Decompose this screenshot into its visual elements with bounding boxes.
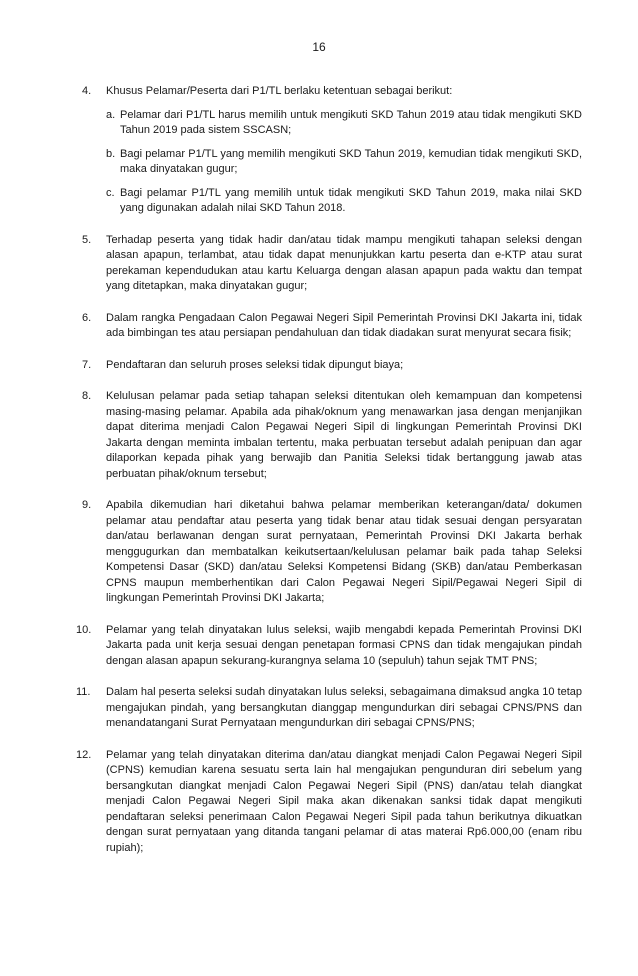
sub-item-text: Bagi pelamar P1/TL yang memilih untuk tidak mengikuti SKD Tahun 2019, maka nilai SKD yang digunakan adalah nilai SKD Tahun 2018. [120, 186, 582, 214]
item-text: Terhadap peserta yang tidak hadir dan/atau tidak mampu mengikuti tahapan seleksi dengan alasan apapun, terlambat, atau tidak dapat menunjukkan kartu peserta dan e-KTP atau surat perekaman kependudukan atau kartu Keluarga dengan alasan apapun pada waktu dan tempat yang ditetapkan, maka dinyatakan gugur; [106, 233, 582, 292]
sub-item-c [106, 186, 582, 217]
list-item-10 [76, 623, 582, 670]
item-number: 5. [82, 233, 92, 246]
item-number: 9. [82, 499, 92, 511]
item-text: Dalam hal peserta seleksi sudah dinyatakan lulus seleksi, sebagaimana dimaksud angka 10 tetap mengajukan pindah, yang bersangkutan dianggap mengundurkan diri sebagai CPNS/PNS dan menandatangani Surat Pernyataan mengundurkan diri sebagai CPNS/PNS; [106, 686, 582, 729]
item-number: 4. [82, 85, 92, 97]
item-number: 8. [82, 390, 92, 402]
list-item-9 [82, 498, 582, 607]
list-item-8 [82, 389, 582, 482]
item-number: 11. [76, 686, 91, 698]
list-item-4 [82, 84, 582, 217]
sub-item-text: Pelamar dari P1/TL harus memilih untuk mengikuti SKD Tahun 2019 atau tidak mengikuti SKD Tahun 2019 pada sistem SSCASN; [120, 108, 582, 136]
item-text: Pendaftaran dan seluruh proses seleksi tidak dipungut biaya; [106, 358, 404, 371]
item-number: 10. [76, 623, 92, 636]
sub-item-b [106, 147, 582, 178]
item-text: Apabila dikemudian hari diketahui bahwa pelamar memberikan keterangan/data/ dokumen pelamar atau pendaftar atau peserta yang tidak benar atau tidak sesuai dengan persyaratan dan/atau berlawanan dengan surat pernyataan, Pemerintah Provinsi DKI Jakarta berhak menggugurkan dan membatalkan keikutsertaan/kelulusan pelamar baik pada tahap Seleksi Kompetensi Dasar (SKD) dan/atau Seleksi Kompetensi Bidang (SKB) dan/atau Pemberkasan CPNS maupun memberhentikan dari Calon Pegawai Negeri Sipil/Pegawai Negeri Sipil di lingkungan Pemerintah Provinsi DKI Jakarta; [106, 499, 582, 604]
sub-item-a [106, 108, 582, 139]
item-text: Kelulusan pelamar pada setiap tahapan seleksi ditentukan oleh kemampuan dan kompetensi masing-masing pelamar. Apabila ada pihak/oknum yang menawarkan jasa dengan menjanjikan dapat diterima menjadi Calon Pegawai Negeri Sipil di lingkungan Pemerintah Provinsi DKI Jakarta dengan meminta imbalan tertentu, maka perbuatan tersebut adalah penipuan dan agar dilaporkan kepada pihak yang berwajib dan Panitia Seleksi tidak bertanggung jawab atas perbuatan pihak/oknum tersebut; [106, 390, 582, 480]
sub-item-letter: a. [106, 108, 116, 121]
list-item-6 [82, 311, 582, 342]
item-text: Pelamar yang telah dinyatakan diterima dan/atau diangkat menjadi Calon Pegawai Negeri Sipil (CPNS) kemudian karena sesuatu serta lain hal mengajukan pengunduran diri sebelum yang bersangkutan diangkat menjadi Calon Pegawai Negeri Sipil (PNS) dan/atau telah diangkat menjadi Calon Pegawai Negeri Sipil maka akan dikenakan sanksi tidak dapat mengikuti pendaftaran seleksi penerimaan Calon Pegawai Negeri Sipil pada tahun berikutnya dikuatkan dengan surat pernyataan yang ditanda tangani pelamar di atas materai Rp6.000,00 (enam ribu rupiah); [106, 748, 582, 854]
list-item-7 [82, 358, 582, 374]
list-item-12 [76, 748, 582, 857]
sub-item-letter: c. [106, 186, 115, 199]
item-text: Dalam rangka Pengadaan Calon Pegawai Negeri Sipil Pemerintah Provinsi DKI Jakarta ini, tidak ada bimbingan tes atau persiapan pendahuluan dan tidak diadakan surat menyurat secara fisik; [106, 311, 582, 339]
item-text: Pelamar yang telah dinyatakan lulus seleksi, wajib mengabdi kepada Pemerintah Provinsi DKI Jakarta pada unit kerja sesuai dengan penetapan formasi CPNS dan tidak mengajukan pindah dengan alasan apapun sekurang-kurangnya selama 10 (sepuluh) tahun sejak TMT PNS; [106, 623, 582, 667]
item-text: Khusus Pelamar/Peserta dari P1/TL berlaku ketentuan sebagai berikut: [106, 85, 453, 97]
item-number: 7. [82, 358, 92, 371]
sub-item-text: Bagi pelamar P1/TL yang memilih mengikuti SKD Tahun 2019, kemudian tidak mengikuti SKD, maka dinyatakan gugur; [120, 147, 582, 175]
regulation-list [76, 84, 582, 872]
item-number: 12. [76, 748, 92, 761]
list-item-11 [76, 685, 582, 732]
list-item-5 [82, 233, 582, 295]
item-number: 6. [82, 311, 92, 324]
page-number: 16 [312, 40, 326, 54]
sub-item-letter: b. [106, 147, 116, 160]
